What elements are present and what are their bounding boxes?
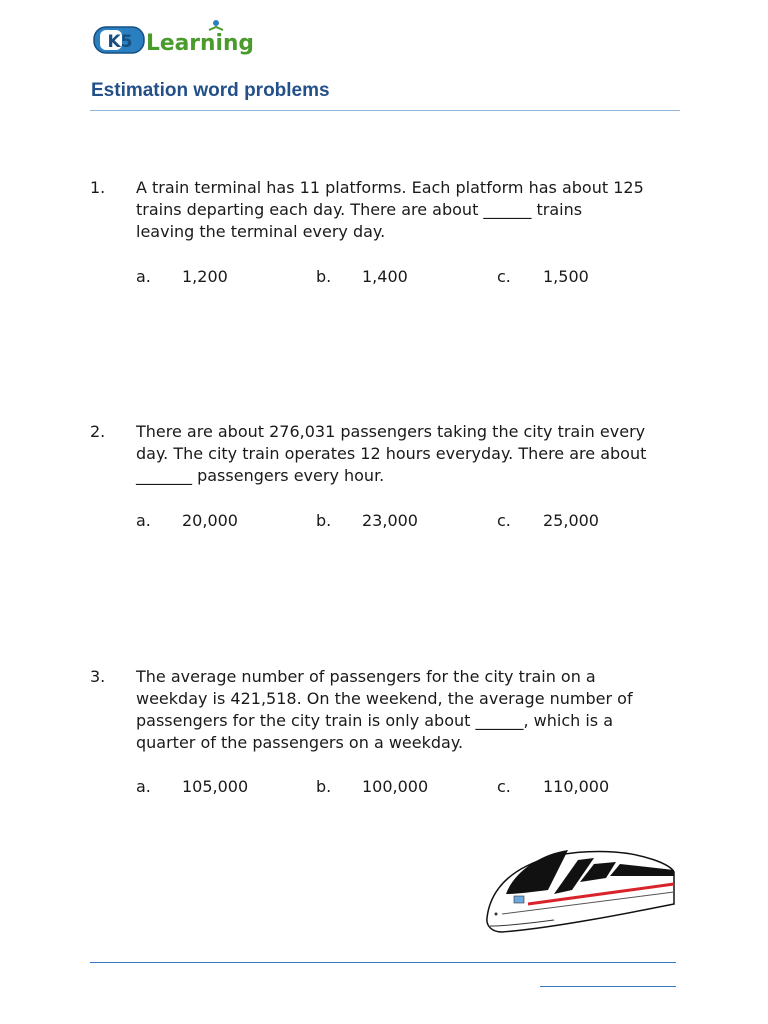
answer-choices [136,510,676,532]
title-underline [90,110,680,111]
high-speed-train-icon [484,842,676,934]
worksheet-title: Estimation word problems [91,80,330,101]
answer-value-b: 1,400 [362,267,408,286]
question-line: A train terminal has 11 platforms. Each platform has about 125 [136,178,644,197]
k5-learning-logo [92,18,262,60]
answer-letter-a: a. [136,511,151,530]
answer-value-b: 100,000 [362,777,429,796]
question-text [136,177,676,243]
question-3 [90,666,680,812]
answer-value-c: 25,000 [543,511,599,530]
answer-letter-c: c. [497,777,511,796]
answer-letter-c: c. [497,267,511,286]
question-line: The average number of passengers for the city train on a [136,667,596,686]
answer-letter-b: b. [316,777,332,796]
answer-letter-b: b. [316,267,332,286]
logo-figure-arms [209,27,223,30]
logo-badge-text: K5 [107,32,133,52]
question-1 [90,177,680,301]
question-text [136,666,676,754]
question-line: day. The city train operates 12 hours everyday. There are about [136,444,647,463]
footer-rule [90,962,676,963]
question-line: weekday is 421,518. On the weekend, the average number of [136,689,633,708]
footer-link-underline[interactable] [540,986,676,987]
answer-value-b: 23,000 [362,511,418,530]
answer-letter-b: b. [316,511,332,530]
answer-choices [136,776,676,798]
answer-letter-c: c. [497,511,511,530]
answer-value-a: 20,000 [182,511,238,530]
answer-value-a: 105,000 [182,777,249,796]
question-line: quarter of the passengers on a weekday. [136,733,464,752]
answer-choices [136,266,676,288]
answer-value-a: 1,200 [182,267,228,286]
logo-word: Learning [146,31,254,56]
question-number: 3. [90,667,106,686]
question-line: leaving the terminal every day. [136,222,386,241]
answer-letter-a: a. [136,777,151,796]
answer-value-c: 110,000 [543,777,610,796]
question-line: passengers for the city train is only about ______, which is a [136,711,614,730]
question-line: trains departing each day. There are about ______ trains [136,200,583,219]
question-line: There are about 276,031 passengers taking the city train every [136,422,646,441]
question-number: 2. [90,422,106,441]
answer-value-c: 1,500 [543,267,589,286]
question-line: _______ passengers every hour. [136,466,385,485]
question-text [136,421,676,487]
answer-letter-a: a. [136,267,151,286]
question-number: 1. [90,178,106,197]
question-2 [90,421,680,545]
logo-figure-head [213,20,219,26]
